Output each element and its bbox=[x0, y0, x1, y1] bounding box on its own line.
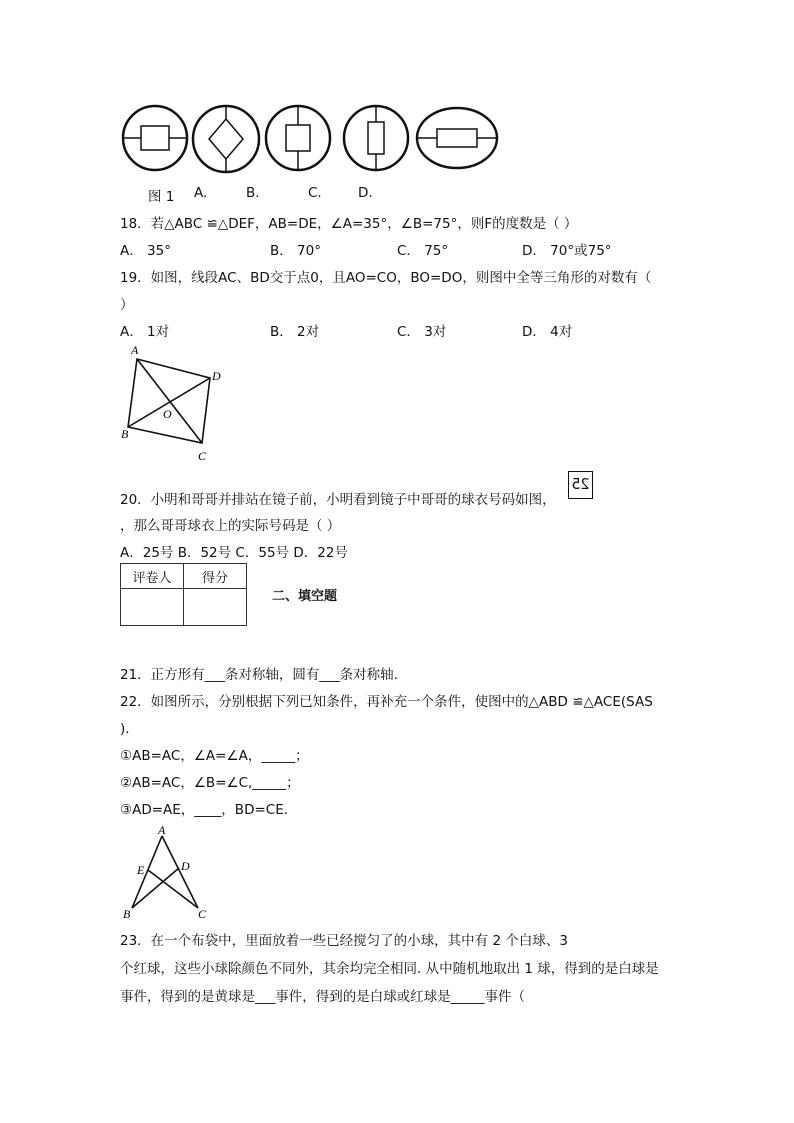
q19-label-d: D bbox=[212, 369, 221, 383]
q22-item-2: ②AB=AC，∠B=∠C,_____； bbox=[120, 775, 300, 791]
fig1-label-d: D. bbox=[358, 185, 373, 201]
fig1-ellipse-d bbox=[415, 105, 499, 171]
q18-option-a: A． 35° bbox=[120, 243, 171, 259]
q20-stem-line1: 20．小明和哥哥并排站在镜子前，小明看到镜子中哥哥的球衣号码如图， bbox=[120, 492, 556, 508]
q18-option-d: D． 70°或75° bbox=[522, 243, 612, 259]
q22-label-c: C bbox=[198, 907, 207, 920]
q19-label-b: B bbox=[121, 427, 129, 441]
q22-label-b: B bbox=[123, 907, 131, 920]
q22-label-d: D bbox=[181, 859, 190, 873]
q19-label-o: O bbox=[163, 407, 172, 421]
q22-label-e: E bbox=[137, 863, 145, 877]
q19-option-a: A． 1对 bbox=[120, 324, 170, 340]
section-title: 二、填空题 bbox=[272, 589, 338, 604]
score-table bbox=[120, 563, 247, 626]
q21-text: 21．正方形有___条对称轴，圆有___条对称轴. bbox=[120, 667, 398, 683]
score-cell-grader bbox=[121, 589, 184, 626]
q19-option-d: D． 4对 bbox=[522, 324, 573, 340]
q22-stem-line2: )． bbox=[120, 721, 139, 737]
q20-options: A．25号 B．52号 C．55号 D．22号 bbox=[120, 545, 348, 561]
q22-label-a: A bbox=[158, 824, 166, 837]
score-cell-score bbox=[184, 589, 247, 626]
q20-mirror-number bbox=[568, 471, 593, 499]
q23-line2: 个红球，这些小球除颜色不同外，其余均完全相同. 从中随机地取出 1 球，得到的是白球是 bbox=[120, 961, 659, 977]
score-header-grader: 评卷人 bbox=[121, 564, 184, 589]
q18-option-c: C． 75° bbox=[397, 243, 449, 259]
q22-item-1: ①AB=AC，∠A=∠A，_____； bbox=[120, 748, 309, 764]
fig1-circle-a bbox=[190, 103, 262, 175]
fig1-label-b: B. bbox=[246, 185, 260, 201]
fig1-caption: 图 1 bbox=[148, 189, 175, 205]
q19-figure bbox=[115, 342, 235, 464]
q19-stem-line2: ） bbox=[120, 297, 134, 313]
q18-stem: 18．若△ABC ≌△DEF，AB=DE，∠A=35°，∠B=75°，则F的度数是（ ） bbox=[120, 216, 578, 232]
q19-stem-line1: 19．如图，线段AC、BD交于点0，且AO=CO，BO=DO，则图中全等三角形的对数有（ bbox=[120, 270, 652, 286]
q23-line3: 事件，得到的是黄球是___事件，得到的是白球或红球是_____事件（ bbox=[120, 989, 525, 1005]
q23-line1: 23．在一个布袋中，里面放着一些已经搅匀了的小球，其中有 2 个白球、3 bbox=[120, 933, 568, 949]
fig1-circle-b bbox=[263, 103, 333, 173]
q20-stem-line2: ，那么哥哥球衣上的实际号码是（ ） bbox=[120, 518, 341, 534]
fig1-circle-c bbox=[341, 103, 411, 173]
q20-mirror-text: 25 bbox=[571, 475, 590, 493]
q19-option-c: C． 3对 bbox=[397, 324, 447, 340]
score-header-score: 得分 bbox=[184, 564, 247, 589]
fig1-label-c: C. bbox=[308, 185, 322, 201]
q19-label-a: A bbox=[131, 343, 139, 357]
q18-option-b: B． 70° bbox=[270, 243, 321, 259]
q19-label-c: C bbox=[198, 449, 207, 463]
q19-option-b: B． 2对 bbox=[270, 324, 320, 340]
q22-figure bbox=[118, 824, 214, 920]
q22-item-3: ③AD=AE，____，BD=CE． bbox=[120, 802, 298, 818]
q22-stem-line1: 22．如图所示，分别根据下列已知条件，再补充一个条件，使图中的△ABD ≌△ACE(SAS bbox=[120, 694, 653, 710]
fig1-label-a: A. bbox=[194, 185, 208, 201]
fig1-circle-original bbox=[120, 103, 190, 173]
